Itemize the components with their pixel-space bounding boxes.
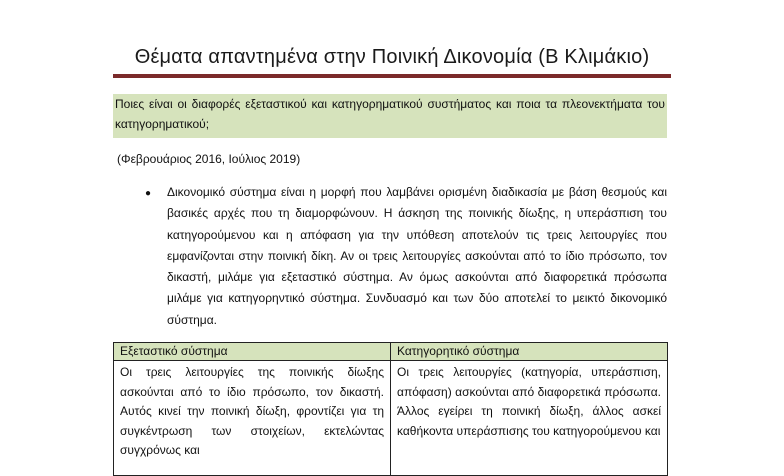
table-row — [114, 361, 668, 476]
title-divider — [113, 74, 671, 78]
comparison-table — [113, 342, 668, 476]
table-header-row — [114, 343, 668, 361]
table-cell-accusatorial: Οι τρεις λειτουργίες (κατηγορία, υπεράσπιση, απόφαση) ασκούνται από διαφορετικά πρόσωπα. Άλλος εγείρει τη ποινική δίωξη, άλλος ασκεί καθήκοντα υπεράσπισης του κατηγορούμενου και — [391, 361, 668, 476]
question-heading: Ποιες είναι οι διαφορές εξεταστικού και κατηγορηματικού συστήματος και ποια τα πλεονεκτήματα του κατηγορηματικού; — [113, 94, 667, 138]
exam-dates: (Φεβρουάριος 2016, Ιούλιος 2019) — [117, 152, 301, 166]
table-header-accusatorial: Κατηγορητικό σύστημα — [391, 343, 668, 361]
body-paragraph: Δικονομικό σύστημα είναι η μορφή που λαμβάνει ορισμένη διαδικασία με βάση θεσμούς και βασικές αρχές που τη διαμορφώνουν. Η άσκηση της ποινικής δίωξης, η υπεράσπιση του κατηγορούμενου και η απόφαση για την υπόθεση αποτελούν τις τρεις λειτουργίες που εμφανίζονται στην ποινική δίκη. Αν οι τρεις λειτουργίες ασκούνται από το ίδιο πρόσωπο, τον δικαστή, μιλάμε για εξεταστικό σύστημα. Αν όμως ασκούνται από διαφορετικά πρόσωπα μιλάμε για κατηγορηντικό σύστημα. Συνδυασμό και των δύο αποτελεί το μεικτό δικονομικό σύστημα. — [167, 185, 667, 327]
bullet-icon: ● — [145, 188, 152, 199]
table-cell-inquisitorial: Οι τρεις λειτουργίες της ποινικής δίωξης ασκούνται από το ίδιο πρόσωπο, τον δικαστή. Αυτός κινεί την ποινική δίωξη, φροντίζει για τη συγκέντρωση των στοιχείων, εκτελώντας συγχρόνως και — [114, 361, 391, 476]
table-header-inquisitorial: Εξεταστικό σύστημα — [114, 343, 391, 361]
document-title: Θέματα απαντημένα στην Ποινική Δικονομία (Β Κλιμάκιο) — [134, 46, 650, 68]
